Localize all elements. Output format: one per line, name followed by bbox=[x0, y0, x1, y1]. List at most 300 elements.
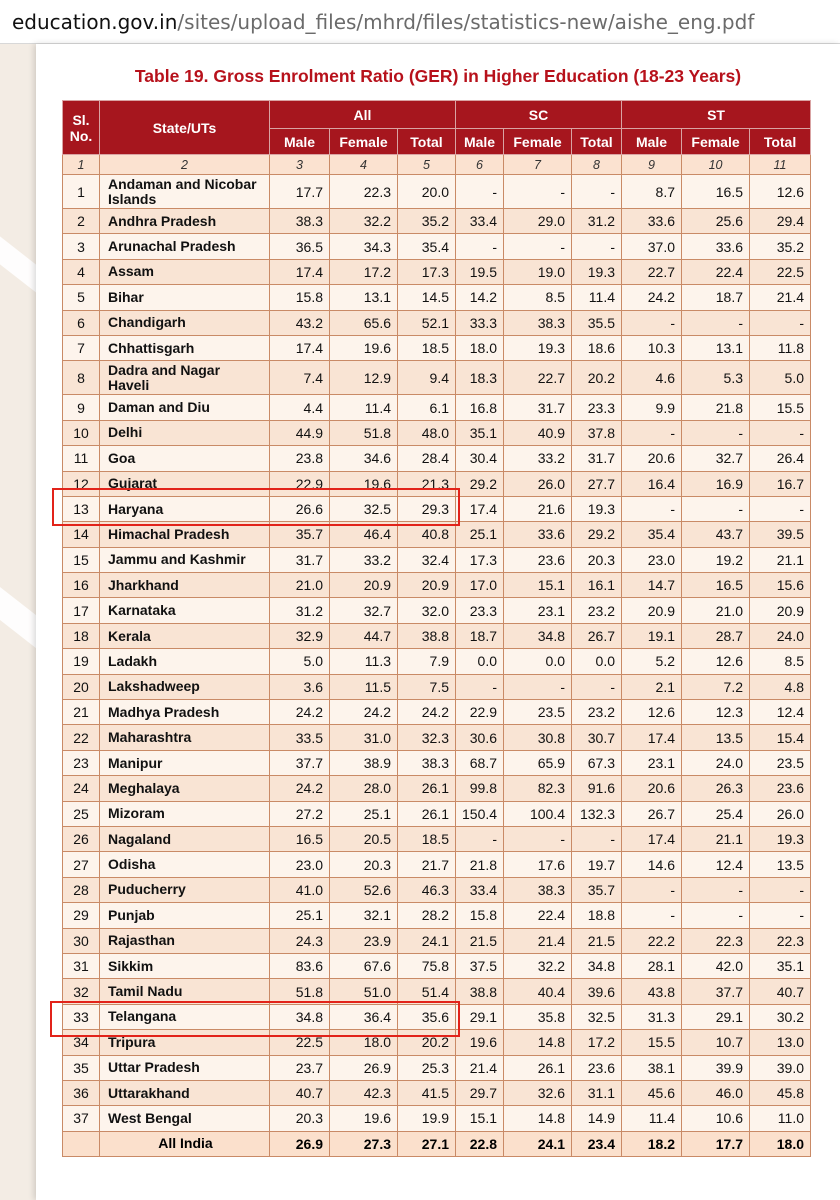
ger-value-cell: 16.8 bbox=[456, 395, 504, 420]
table-row bbox=[63, 623, 811, 648]
ger-value-cell: 20.5 bbox=[330, 826, 398, 851]
ger-value-cell: 31.2 bbox=[270, 598, 330, 623]
ger-value-cell: 29.1 bbox=[682, 1004, 750, 1029]
ger-value-cell: - bbox=[682, 903, 750, 928]
sl-no-cell: 33 bbox=[63, 1004, 100, 1029]
ger-value-cell: 18.5 bbox=[398, 335, 456, 360]
sl-no-cell: 17 bbox=[63, 598, 100, 623]
ger-value-cell: 46.3 bbox=[398, 877, 456, 902]
sub-header: Female bbox=[504, 129, 572, 155]
ger-value-cell: 26.1 bbox=[504, 1055, 572, 1080]
total-label: All India bbox=[100, 1131, 270, 1156]
ger-value-cell: 16.5 bbox=[682, 175, 750, 209]
ger-value-cell: 26.4 bbox=[750, 446, 811, 471]
ger-value-cell: 40.7 bbox=[750, 979, 811, 1004]
ger-value-cell: 22.9 bbox=[270, 471, 330, 496]
table-row bbox=[63, 826, 811, 851]
ger-value-cell: 5.0 bbox=[270, 649, 330, 674]
table-row bbox=[63, 877, 811, 902]
ger-value-cell: 17.2 bbox=[330, 259, 398, 284]
address-bar[interactable] bbox=[0, 0, 840, 44]
ger-value-cell: 21.5 bbox=[572, 928, 622, 953]
ger-value-cell: 23.1 bbox=[504, 598, 572, 623]
state-name-cell: Karnataka bbox=[100, 598, 270, 623]
ger-value-cell: 41.5 bbox=[398, 1080, 456, 1105]
ger-value-cell: 11.5 bbox=[330, 674, 398, 699]
ger-value-cell: 51.4 bbox=[398, 979, 456, 1004]
ger-value-cell: 18.0 bbox=[330, 1030, 398, 1055]
ger-value-cell: 33.3 bbox=[456, 310, 504, 335]
sl-no-cell: 19 bbox=[63, 649, 100, 674]
ger-value-cell: 20.9 bbox=[398, 573, 456, 598]
ger-value-cell: 39.5 bbox=[750, 522, 811, 547]
ger-value-cell: 37.8 bbox=[572, 420, 622, 445]
col-number: 10 bbox=[682, 155, 750, 175]
ger-value-cell: 23.6 bbox=[572, 1055, 622, 1080]
ger-value-cell: 23.3 bbox=[572, 395, 622, 420]
ger-value-cell: - bbox=[456, 234, 504, 259]
ger-value-cell: 12.4 bbox=[682, 852, 750, 877]
sl-no-cell: 30 bbox=[63, 928, 100, 953]
ger-value-cell: 18.6 bbox=[572, 335, 622, 360]
ger-value-cell: 24.3 bbox=[270, 928, 330, 953]
ger-value-cell: 16.1 bbox=[572, 573, 622, 598]
sub-header: Female bbox=[682, 129, 750, 155]
ger-value-cell: 34.3 bbox=[330, 234, 398, 259]
ger-value-cell: 34.8 bbox=[504, 623, 572, 648]
ger-value-cell: 19.3 bbox=[504, 335, 572, 360]
ger-value-cell: 24.1 bbox=[398, 928, 456, 953]
table-row bbox=[63, 395, 811, 420]
ger-value-cell: 21.5 bbox=[456, 928, 504, 953]
ger-value-cell: 20.3 bbox=[270, 1106, 330, 1131]
ger-value-cell: 35.7 bbox=[270, 522, 330, 547]
ger-value-cell: 29.2 bbox=[456, 471, 504, 496]
ger-value-cell: 40.7 bbox=[270, 1080, 330, 1105]
ger-value-cell: 20.0 bbox=[398, 175, 456, 209]
ger-value-cell: 21.1 bbox=[682, 826, 750, 851]
ger-value-cell: 16.4 bbox=[622, 471, 682, 496]
ger-value-cell: 23.7 bbox=[270, 1055, 330, 1080]
ger-value-cell: 31.0 bbox=[330, 725, 398, 750]
ger-value-cell: 37.0 bbox=[622, 234, 682, 259]
sub-header: Female bbox=[330, 129, 398, 155]
ger-value-cell: 75.8 bbox=[398, 953, 456, 978]
sl-no-cell: 35 bbox=[63, 1055, 100, 1080]
ger-value-cell: 11.3 bbox=[330, 649, 398, 674]
state-name-cell: Meghalaya bbox=[100, 776, 270, 801]
ger-value-cell: - bbox=[622, 310, 682, 335]
sub-header: Total bbox=[398, 129, 456, 155]
col-number: 4 bbox=[330, 155, 398, 175]
ger-value-cell: 21.8 bbox=[682, 395, 750, 420]
state-name-cell: Rajasthan bbox=[100, 928, 270, 953]
ger-value-cell: 83.6 bbox=[270, 953, 330, 978]
ger-value-cell: 32.3 bbox=[398, 725, 456, 750]
ger-value-cell: 24.0 bbox=[750, 623, 811, 648]
ger-value-cell: 14.2 bbox=[456, 285, 504, 310]
ger-value-cell: 19.0 bbox=[504, 259, 572, 284]
ger-value-cell: - bbox=[622, 496, 682, 521]
total-cell: 27.1 bbox=[398, 1131, 456, 1156]
ger-value-cell: 25.1 bbox=[456, 522, 504, 547]
ger-value-cell: 32.9 bbox=[270, 623, 330, 648]
ger-value-cell: 35.2 bbox=[398, 209, 456, 234]
state-name-cell: West Bengal bbox=[100, 1106, 270, 1131]
ger-value-cell: 23.6 bbox=[750, 776, 811, 801]
ger-value-cell: 15.1 bbox=[504, 573, 572, 598]
ger-value-cell: 37.7 bbox=[270, 750, 330, 775]
ger-value-cell: 21.1 bbox=[750, 547, 811, 572]
ger-value-cell: 45.8 bbox=[750, 1080, 811, 1105]
ger-value-cell: 11.8 bbox=[750, 335, 811, 360]
ger-value-cell: 13.5 bbox=[750, 852, 811, 877]
ger-value-cell: 14.6 bbox=[622, 852, 682, 877]
table-row bbox=[63, 953, 811, 978]
ger-value-cell: 25.4 bbox=[682, 801, 750, 826]
ger-value-cell: 21.0 bbox=[270, 573, 330, 598]
ger-value-cell: 18.5 bbox=[398, 826, 456, 851]
sl-no-cell: 32 bbox=[63, 979, 100, 1004]
ger-value-cell: 20.2 bbox=[572, 361, 622, 395]
state-name-cell: Arunachal Pradesh bbox=[100, 234, 270, 259]
ger-value-cell: 23.0 bbox=[270, 852, 330, 877]
ger-value-cell: 25.6 bbox=[682, 209, 750, 234]
ger-value-cell: 20.2 bbox=[398, 1030, 456, 1055]
ger-value-cell: 19.5 bbox=[456, 259, 504, 284]
sl-no-cell: 23 bbox=[63, 750, 100, 775]
total-sl bbox=[63, 1131, 100, 1156]
ger-value-cell: 12.6 bbox=[750, 175, 811, 209]
ger-value-cell: 9.9 bbox=[622, 395, 682, 420]
sl-no-cell: 26 bbox=[63, 826, 100, 851]
ger-value-cell: 12.3 bbox=[682, 700, 750, 725]
sl-no-cell: 25 bbox=[63, 801, 100, 826]
ger-value-cell: 51.8 bbox=[330, 420, 398, 445]
ger-value-cell: 33.6 bbox=[622, 209, 682, 234]
ger-value-cell: 4.6 bbox=[622, 361, 682, 395]
table-row bbox=[63, 259, 811, 284]
sl-no-cell: 13 bbox=[63, 496, 100, 521]
state-name-cell: Haryana bbox=[100, 496, 270, 521]
ger-value-cell: - bbox=[504, 234, 572, 259]
ger-value-cell: 15.5 bbox=[750, 395, 811, 420]
group-header-sc: SC bbox=[456, 101, 622, 129]
ger-value-cell: 14.8 bbox=[504, 1030, 572, 1055]
sl-no-cell: 4 bbox=[63, 259, 100, 284]
ger-value-cell: 11.4 bbox=[622, 1106, 682, 1131]
total-cell: 17.7 bbox=[682, 1131, 750, 1156]
ger-value-cell: 27.7 bbox=[572, 471, 622, 496]
ger-value-cell: 150.4 bbox=[456, 801, 504, 826]
ger-value-cell: 99.8 bbox=[456, 776, 504, 801]
state-name-cell: Chhattisgarh bbox=[100, 335, 270, 360]
state-name-cell: Kerala bbox=[100, 623, 270, 648]
ger-value-cell: 22.2 bbox=[622, 928, 682, 953]
highlight-box-tamil-nadu bbox=[50, 1001, 460, 1037]
ger-value-cell: 5.2 bbox=[622, 649, 682, 674]
sl-no-cell: 28 bbox=[63, 877, 100, 902]
all-india-row bbox=[63, 1131, 811, 1156]
ger-value-cell: 17.2 bbox=[572, 1030, 622, 1055]
ger-value-cell: 24.2 bbox=[270, 776, 330, 801]
sl-no-cell: 9 bbox=[63, 395, 100, 420]
sl-no-cell: 8 bbox=[63, 361, 100, 395]
ger-value-cell: - bbox=[622, 903, 682, 928]
ger-value-cell: 29.2 bbox=[572, 522, 622, 547]
ger-value-cell: 24.2 bbox=[330, 700, 398, 725]
table-row bbox=[63, 285, 811, 310]
state-name-cell: Lakshadweep bbox=[100, 674, 270, 699]
table-row bbox=[63, 209, 811, 234]
total-cell: 18.2 bbox=[622, 1131, 682, 1156]
ger-value-cell: 37.7 bbox=[682, 979, 750, 1004]
ger-value-cell: 30.7 bbox=[572, 725, 622, 750]
ger-value-cell: 14.5 bbox=[398, 285, 456, 310]
ger-value-cell: 32.2 bbox=[330, 209, 398, 234]
ger-value-cell: 20.9 bbox=[622, 598, 682, 623]
ger-value-cell: 17.3 bbox=[456, 547, 504, 572]
ger-value-cell: 31.1 bbox=[572, 1080, 622, 1105]
ger-value-cell: - bbox=[750, 420, 811, 445]
ger-value-cell: 10.3 bbox=[622, 335, 682, 360]
ger-value-cell: 11.0 bbox=[750, 1106, 811, 1131]
ger-value-cell: 21.4 bbox=[456, 1055, 504, 1080]
ger-value-cell: 21.8 bbox=[456, 852, 504, 877]
url-path: /sites/upload_files/mhrd/files/statistics-new/aishe_eng.pdf bbox=[177, 9, 755, 34]
ger-value-cell: 67.6 bbox=[330, 953, 398, 978]
ger-value-cell: - bbox=[504, 826, 572, 851]
ger-value-cell: 40.4 bbox=[504, 979, 572, 1004]
sub-header: Total bbox=[750, 129, 811, 155]
sl-no-cell: 18 bbox=[63, 623, 100, 648]
sl-no-cell: 7 bbox=[63, 335, 100, 360]
col-number: 1 bbox=[63, 155, 100, 175]
ger-value-cell: 44.9 bbox=[270, 420, 330, 445]
ger-value-cell: 17.0 bbox=[456, 573, 504, 598]
ger-value-cell: 52.6 bbox=[330, 877, 398, 902]
ger-value-cell: 7.4 bbox=[270, 361, 330, 395]
state-name-cell: Puducherry bbox=[100, 877, 270, 902]
state-name-cell: Gujarat bbox=[100, 471, 270, 496]
ger-value-cell: 7.5 bbox=[398, 674, 456, 699]
table-row bbox=[63, 1055, 811, 1080]
ger-value-cell: - bbox=[750, 310, 811, 335]
ger-value-cell: 32.0 bbox=[398, 598, 456, 623]
table-row bbox=[63, 852, 811, 877]
sl-no-cell: 3 bbox=[63, 234, 100, 259]
ger-value-cell: 21.0 bbox=[682, 598, 750, 623]
sub-header: Male bbox=[270, 129, 330, 155]
state-name-cell: Nagaland bbox=[100, 826, 270, 851]
sub-header: Male bbox=[456, 129, 504, 155]
ger-value-cell: 4.8 bbox=[750, 674, 811, 699]
ger-value-cell: 33.6 bbox=[504, 522, 572, 547]
ger-value-cell: 43.7 bbox=[682, 522, 750, 547]
table-row bbox=[63, 446, 811, 471]
total-cell: 22.8 bbox=[456, 1131, 504, 1156]
ger-value-cell: 41.0 bbox=[270, 877, 330, 902]
sl-no-cell: 27 bbox=[63, 852, 100, 877]
table-row bbox=[63, 903, 811, 928]
ger-value-cell: 7.2 bbox=[682, 674, 750, 699]
ger-value-cell: 12.6 bbox=[622, 700, 682, 725]
ger-value-cell: 29.1 bbox=[456, 1004, 504, 1029]
ger-value-cell: 30.4 bbox=[456, 446, 504, 471]
ger-value-cell: 82.3 bbox=[504, 776, 572, 801]
state-name-cell: Manipur bbox=[100, 750, 270, 775]
col-number: 5 bbox=[398, 155, 456, 175]
ger-value-cell: 33.4 bbox=[456, 209, 504, 234]
ger-value-cell: 23.0 bbox=[622, 547, 682, 572]
ger-value-cell: 21.6 bbox=[504, 496, 572, 521]
ger-value-cell: 19.6 bbox=[330, 471, 398, 496]
ger-value-cell: 35.5 bbox=[572, 310, 622, 335]
ger-value-cell: 33.2 bbox=[330, 547, 398, 572]
ger-value-cell: - bbox=[682, 496, 750, 521]
ger-value-cell: 39.6 bbox=[572, 979, 622, 1004]
sl-no-cell: 24 bbox=[63, 776, 100, 801]
ger-value-cell: 19.6 bbox=[330, 335, 398, 360]
ger-value-cell: 8.5 bbox=[750, 649, 811, 674]
sl-no-cell: 20 bbox=[63, 674, 100, 699]
ger-value-cell: 51.8 bbox=[270, 979, 330, 1004]
sl-no-cell: 36 bbox=[63, 1080, 100, 1105]
ger-value-cell: 32.7 bbox=[682, 446, 750, 471]
ger-value-cell: - bbox=[456, 175, 504, 209]
ger-value-cell: 34.6 bbox=[330, 446, 398, 471]
total-cell: 18.0 bbox=[750, 1131, 811, 1156]
state-name-cell: Daman and Diu bbox=[100, 395, 270, 420]
ger-value-cell: - bbox=[622, 420, 682, 445]
ger-value-cell: 25.1 bbox=[330, 801, 398, 826]
ger-value-cell: 32.6 bbox=[504, 1080, 572, 1105]
sl-no-cell: 29 bbox=[63, 903, 100, 928]
ger-value-cell: 16.7 bbox=[750, 471, 811, 496]
col-number: 9 bbox=[622, 155, 682, 175]
sl-no-cell: 6 bbox=[63, 310, 100, 335]
ger-value-cell: - bbox=[504, 674, 572, 699]
ger-value-cell: - bbox=[572, 234, 622, 259]
ger-value-cell: 8.5 bbox=[504, 285, 572, 310]
ger-value-cell: 23.2 bbox=[572, 598, 622, 623]
ger-value-cell: 68.7 bbox=[456, 750, 504, 775]
ger-value-cell: 35.7 bbox=[572, 877, 622, 902]
state-name-cell: Sikkim bbox=[100, 953, 270, 978]
sub-header: Total bbox=[572, 129, 622, 155]
table-row bbox=[63, 234, 811, 259]
ger-value-cell: 22.4 bbox=[682, 259, 750, 284]
ger-value-cell: 13.5 bbox=[682, 725, 750, 750]
ger-value-cell: 12.9 bbox=[330, 361, 398, 395]
ger-value-cell: 22.4 bbox=[504, 903, 572, 928]
ger-value-cell: 20.9 bbox=[750, 598, 811, 623]
ger-value-cell: 26.9 bbox=[330, 1055, 398, 1080]
ger-value-cell: 39.0 bbox=[750, 1055, 811, 1080]
ger-value-cell: 28.7 bbox=[682, 623, 750, 648]
ger-value-cell: 44.7 bbox=[330, 623, 398, 648]
ger-value-cell: 26.7 bbox=[572, 623, 622, 648]
ger-value-cell: 65.6 bbox=[330, 310, 398, 335]
ger-value-cell: 132.3 bbox=[572, 801, 622, 826]
ger-value-cell: 17.4 bbox=[622, 725, 682, 750]
ger-value-cell: 48.0 bbox=[398, 420, 456, 445]
ger-value-cell: 5.3 bbox=[682, 361, 750, 395]
ger-value-cell: - bbox=[750, 496, 811, 521]
table-row bbox=[63, 801, 811, 826]
ger-value-cell: 42.3 bbox=[330, 1080, 398, 1105]
ger-value-cell: 0.0 bbox=[572, 649, 622, 674]
table-row bbox=[63, 175, 811, 209]
ger-value-cell: 26.3 bbox=[682, 776, 750, 801]
ger-value-cell: 18.0 bbox=[456, 335, 504, 360]
ger-value-cell: 11.4 bbox=[330, 395, 398, 420]
ger-value-cell: 91.6 bbox=[572, 776, 622, 801]
ger-value-cell: - bbox=[572, 826, 622, 851]
state-name-cell: Dadra and Nagar Haveli bbox=[100, 361, 270, 395]
ger-value-cell: 22.5 bbox=[750, 259, 811, 284]
ger-value-cell: 28.1 bbox=[622, 953, 682, 978]
ger-value-cell: 29.0 bbox=[504, 209, 572, 234]
ger-value-cell: 19.3 bbox=[572, 259, 622, 284]
table-row bbox=[63, 725, 811, 750]
table-row bbox=[63, 776, 811, 801]
ger-value-cell: 30.6 bbox=[456, 725, 504, 750]
ger-value-cell: 20.3 bbox=[330, 852, 398, 877]
ger-value-cell: 26.0 bbox=[750, 801, 811, 826]
group-header-all: All bbox=[270, 101, 456, 129]
ger-value-cell: 38.3 bbox=[398, 750, 456, 775]
ger-value-cell: 26.1 bbox=[398, 776, 456, 801]
state-name-cell: Uttar Pradesh bbox=[100, 1055, 270, 1080]
ger-value-cell: - bbox=[682, 877, 750, 902]
ger-value-cell: 33.6 bbox=[682, 234, 750, 259]
ger-value-cell: - bbox=[456, 826, 504, 851]
ger-value-cell: 13.1 bbox=[330, 285, 398, 310]
ger-value-cell: 15.8 bbox=[456, 903, 504, 928]
ger-value-cell: - bbox=[750, 903, 811, 928]
ger-value-cell: 14.9 bbox=[572, 1106, 622, 1131]
ger-value-cell: 35.8 bbox=[504, 1004, 572, 1029]
ger-value-cell: 34.8 bbox=[270, 1004, 330, 1029]
ger-value-cell: 6.1 bbox=[398, 395, 456, 420]
state-name-cell: Andhra Pradesh bbox=[100, 209, 270, 234]
ger-value-cell: 34.8 bbox=[572, 953, 622, 978]
ger-value-cell: 26.0 bbox=[504, 471, 572, 496]
ger-value-cell: 31.2 bbox=[572, 209, 622, 234]
col-number: 2 bbox=[100, 155, 270, 175]
ger-value-cell: 17.3 bbox=[398, 259, 456, 284]
ger-value-cell: 17.4 bbox=[270, 335, 330, 360]
ger-value-cell: 21.4 bbox=[750, 285, 811, 310]
ger-value-cell: 26.6 bbox=[270, 496, 330, 521]
ger-value-cell: 31.3 bbox=[622, 1004, 682, 1029]
ger-value-cell: 33.5 bbox=[270, 725, 330, 750]
ger-value-cell: 30.8 bbox=[504, 725, 572, 750]
state-name-cell: Jammu and Kashmir bbox=[100, 547, 270, 572]
ger-value-cell: 31.7 bbox=[572, 446, 622, 471]
table-title: Table 19. Gross Enrolment Ratio (GER) in Higher Education (18-23 Years) bbox=[134, 66, 742, 86]
ger-value-cell: 21.3 bbox=[398, 471, 456, 496]
ger-value-cell: 32.5 bbox=[572, 1004, 622, 1029]
ger-value-cell: 67.3 bbox=[572, 750, 622, 775]
table-row bbox=[63, 928, 811, 953]
ger-value-cell: 35.6 bbox=[398, 1004, 456, 1029]
ger-value-cell: 4.4 bbox=[270, 395, 330, 420]
sl-no-cell: 34 bbox=[63, 1030, 100, 1055]
ger-value-cell: 23.5 bbox=[750, 750, 811, 775]
state-name-cell: Mizoram bbox=[100, 801, 270, 826]
